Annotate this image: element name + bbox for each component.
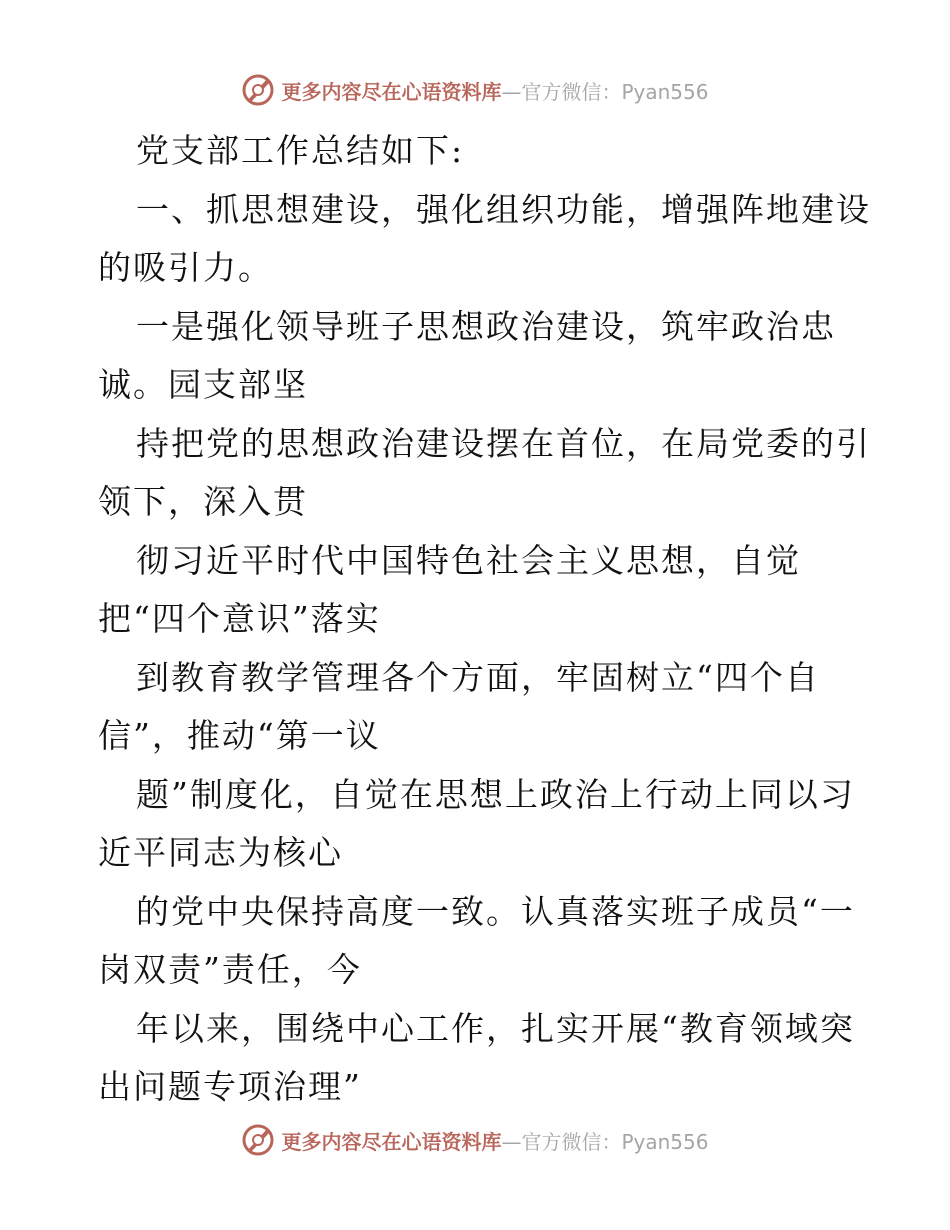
text-line: 年以来，围绕中心工作，扎实开展“教育领域突 — [136, 1008, 855, 1048]
banner-wechat: —官方微信：Pyan556 — [501, 1129, 709, 1154]
text-line: 出问题专项治理” — [98, 1067, 362, 1106]
banner-title: 更多内容尽在心语资料库 — [281, 79, 502, 104]
text-line: 彻习近平时代中国特色社会主义思想，自觉 — [136, 540, 801, 580]
quill-pen-logo-icon — [241, 1123, 275, 1157]
footer-banner — [0, 1120, 950, 1160]
text-line: 领下，深入贯 — [98, 482, 308, 521]
text-line: 的吸引力。 — [98, 248, 273, 287]
banner-wechat: —官方微信：Pyan556 — [501, 79, 709, 104]
document-body — [98, 122, 871, 1117]
text-line: 一是强化领导班子思想政治建设，筑牢政治忠 — [136, 306, 836, 346]
text-line: 岗双责”责任，今 — [98, 950, 362, 989]
text-line: 近平同志为核心 — [98, 833, 343, 872]
banner-title: 更多内容尽在心语资料库 — [281, 1129, 502, 1154]
header-banner — [0, 70, 950, 110]
text-line: 党支部工作总结如下: — [136, 131, 465, 170]
text-line: 一、抓思想建设，强化组织功能，增强阵地建设 — [136, 189, 871, 229]
text-line: 的党中央保持高度一致。认真落实班子成员“一 — [136, 891, 855, 931]
quill-pen-logo-icon — [241, 73, 275, 107]
text-line: 到教育教学管理各个方面，牢固树立“四个自 — [136, 657, 820, 697]
text-line: 诚。园支部坚 — [98, 365, 308, 404]
text-line: 信”，推动“第一议 — [98, 716, 381, 755]
text-line: 持把党的思想政治建设摆在首位，在局党委的引 — [136, 423, 871, 463]
text-line: 题”制度化，自觉在思想上政治上行动上同以习 — [136, 774, 855, 814]
text-line: 把“四个意识”落实 — [98, 599, 381, 638]
